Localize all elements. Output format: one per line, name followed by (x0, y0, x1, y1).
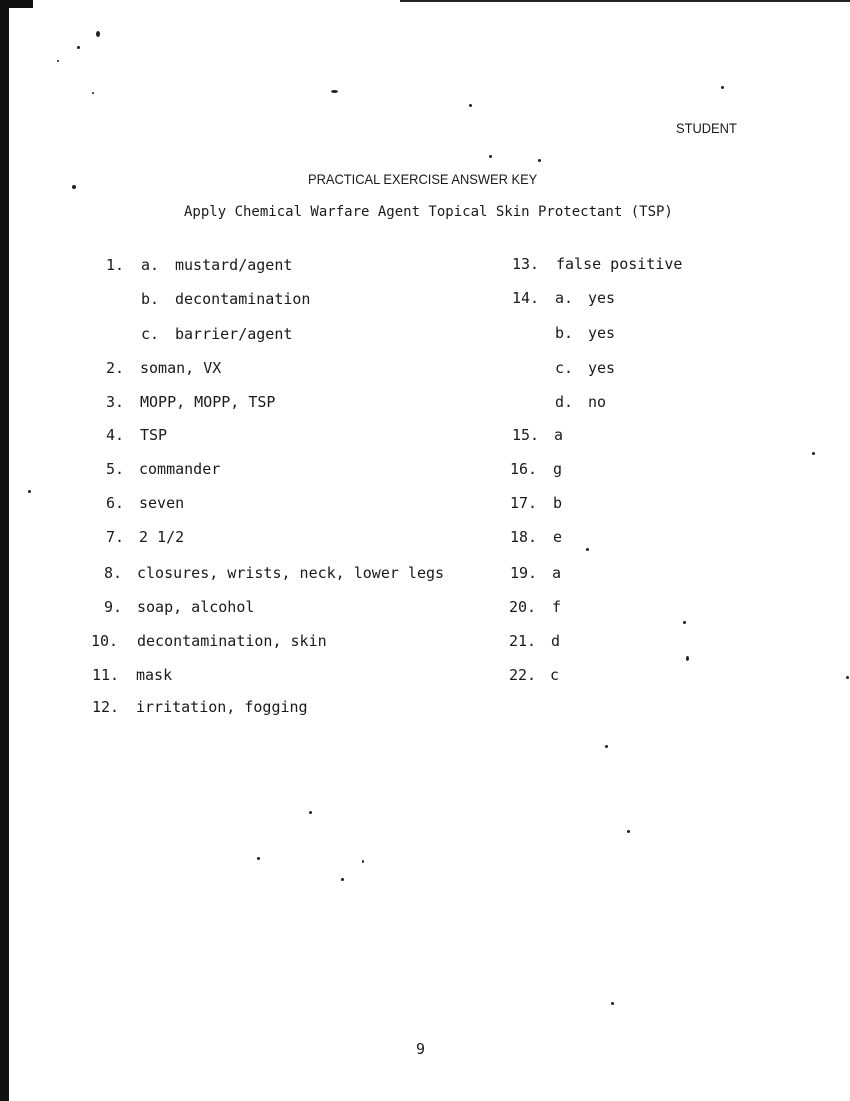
answer-text: TSP (140, 426, 168, 444)
answer-text: b (553, 494, 563, 512)
question-number: 7. (106, 528, 125, 546)
question-number: 11. (92, 666, 120, 684)
question-number: 3. (106, 393, 125, 411)
question-number: 2. (106, 359, 125, 377)
sub-letter: a. (555, 289, 574, 307)
answer-text: mask (136, 666, 173, 684)
sub-letter: d. (555, 393, 574, 411)
question-number: 14. (512, 289, 540, 307)
answer-text: yes (588, 324, 616, 342)
scan-border-top (9, 0, 33, 8)
answer-text: commander (139, 460, 221, 478)
document-label: STUDENT (676, 120, 737, 136)
page-subtitle: Apply Chemical Warfare Agent Topical Skin Protectant (TSP) (184, 204, 673, 220)
sub-letter: b. (141, 290, 160, 308)
answer-text: f (552, 598, 562, 616)
question-number: 20. (509, 598, 537, 616)
answer-text: closures, wrists, neck, lower legs (137, 564, 445, 582)
question-number: 21. (509, 632, 537, 650)
answer-text: c (550, 666, 560, 684)
answer-text: a (552, 564, 562, 582)
answer-text: yes (588, 359, 616, 377)
answer-text: yes (588, 289, 616, 307)
question-number: 5. (106, 460, 125, 478)
question-number: 9. (104, 598, 123, 616)
question-number: 13. (512, 255, 540, 273)
question-number: 17. (510, 494, 538, 512)
answer-text: d (551, 632, 561, 650)
question-number: 12. (92, 698, 120, 716)
question-number: 8. (104, 564, 123, 582)
answer-text: mustard/agent (175, 256, 293, 274)
sub-letter: c. (555, 359, 574, 377)
answer-text: decontamination, skin (137, 632, 327, 650)
question-number: 16. (510, 460, 538, 478)
answer-text: decontamination (175, 290, 311, 308)
answer-text: MOPP, MOPP, TSP (140, 393, 276, 411)
scan-border-left (0, 0, 9, 1101)
answer-text: barrier/agent (175, 325, 293, 343)
answer-text: 2 1/2 (139, 528, 185, 546)
sub-letter: a. (141, 256, 160, 274)
answer-text: irritation, fogging (136, 698, 308, 716)
sub-letter: c. (141, 325, 160, 343)
question-number: 4. (106, 426, 125, 444)
page-number: 9 (416, 1040, 426, 1058)
answer-text: seven (139, 494, 185, 512)
question-number: 22. (509, 666, 537, 684)
question-number: 19. (510, 564, 538, 582)
question-number: 1. (106, 256, 125, 274)
question-number: 10. (91, 632, 119, 650)
scan-rule-top (400, 0, 850, 6)
answer-text: g (553, 460, 563, 478)
question-number: 18. (510, 528, 538, 546)
answer-text: no (588, 393, 607, 411)
answer-text: soman, VX (140, 359, 222, 377)
answer-text: soap, alcohol (137, 598, 255, 616)
answer-text: a (554, 426, 564, 444)
question-number: 6. (106, 494, 125, 512)
answer-text: e (553, 528, 563, 546)
answer-text: false positive (556, 255, 683, 273)
sub-letter: b. (555, 324, 574, 342)
page-title: PRACTICAL EXERCISE ANSWER KEY (308, 171, 538, 187)
question-number: 15. (512, 426, 540, 444)
